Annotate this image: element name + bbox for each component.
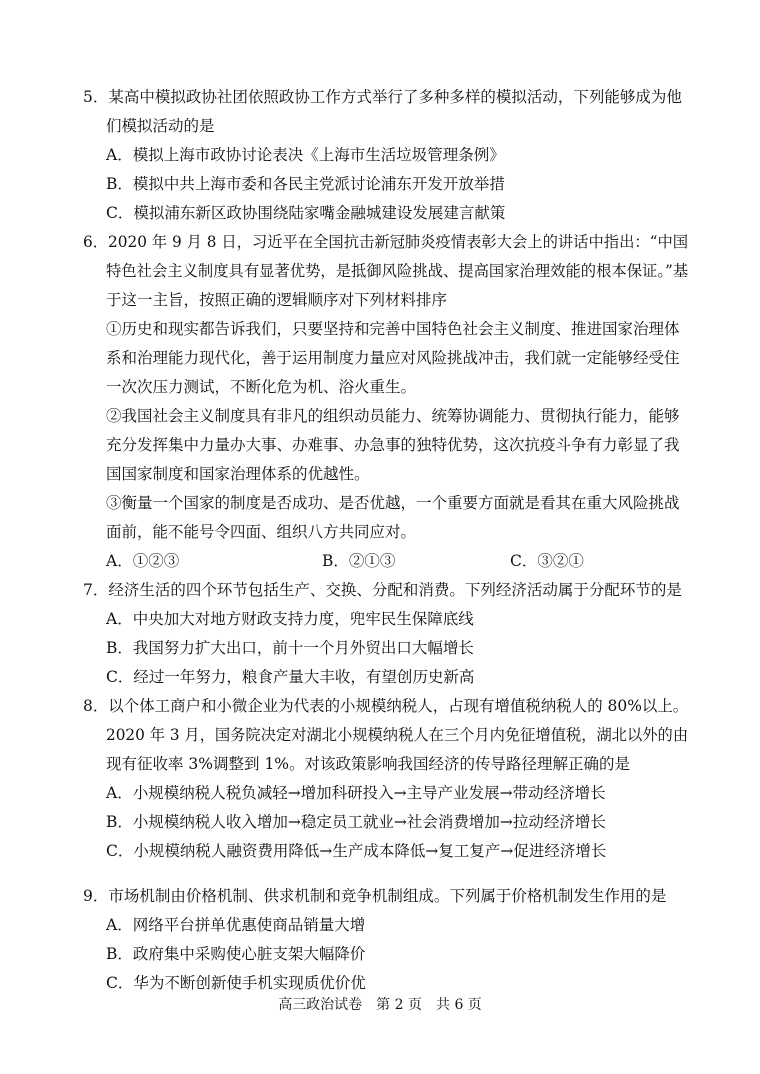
- question-8-stem-line-1: 8．以个体工商户和小微企业为代表的小规模纳税人，占现有增值税纳税人的 80%以上。: [83, 697, 689, 715]
- question-6-stem-line-3: 于这一主旨，按照正确的逻辑顺序对下列材料排序: [106, 291, 448, 309]
- question-6-material-2-line-2: 充分发挥集中力量办大事、办难事、办急事的独特优势，这次抗疫斗争有力彰显了我: [106, 436, 680, 454]
- question-8-option-b: B．小规模纳税人收入增加→稳定员工就业→社会消费增加→拉动经济增长: [106, 813, 606, 831]
- question-8-option-a: A．小规模纳税人税负减轻→增加科研投入→主导产业发展→带动经济增长: [106, 784, 606, 802]
- question-7-stem-line-1: 7．经济生活的四个环节包括生产、交换、分配和消费。下列经济活动属于分配环节的是: [83, 581, 682, 599]
- question-9-option-b: B．政府集中采购使心脏支架大幅降价: [106, 945, 366, 963]
- question-7-option-c: C．经过一年努力，粮食产量大丰收，有望创历史新高: [106, 668, 475, 686]
- question-5-stem-line-1: 5．某高中模拟政协社团依照政协工作方式举行了多种多样的模拟活动，下列能够成为他: [83, 88, 682, 106]
- question-5-option-c: C．模拟浦东新区政协围绕陆家嘴金融城建设发展建言献策: [106, 204, 506, 222]
- question-5-option-a: A．模拟上海市政协讨论表决《上海市生活垃圾管理条例》: [106, 146, 505, 164]
- question-6-material-3-line-2: 面前，能不能号令四面、组织八方共同应对。: [106, 523, 417, 541]
- question-7-option-a: A．中央加大对地方财政支持力度，兜牢民生保障底线: [106, 610, 474, 628]
- question-9-stem-line-1: 9．市场机制由价格机制、供求机制和竞争机制组成。下列属于价格机制发生作用的是: [83, 887, 667, 905]
- question-7-option-b: B．我国努力扩大出口，前十一个月外贸出口大幅增长: [106, 639, 474, 657]
- question-6-material-1-line-2: 系和治理能力现代化，善于运用制度力量应对风险挑战冲击，我们就一定能够经受住: [106, 349, 680, 367]
- question-6-material-3-line-1: ③衡量一个国家的制度是否成功、是否优越，一个重要方面就是看其在重大风险挑战: [106, 494, 680, 512]
- question-6-option-c: C．③②①: [510, 552, 584, 570]
- question-5-option-b: B．模拟中共上海市委和各民主党派讨论浦东开发开放举措: [106, 175, 505, 193]
- question-9-option-c: C．华为不断创新使手机实现质优价优: [106, 974, 366, 992]
- question-6-material-2-line-1: ②我国社会主义制度具有非凡的组织动员能力、统筹协调能力、贯彻执行能力，能够: [106, 407, 680, 425]
- question-6-stem-line-1: 6．2020 年 9 月 8 日，习近平在全国抗击新冠肺炎疫情表彰大会上的讲话中指出：“中国: [83, 233, 689, 251]
- question-8-option-c: C．小规模纳税人融资费用降低→生产成本降低→复工复产→促进经济增长: [106, 842, 607, 860]
- question-5-stem-line-2: 们模拟活动的是: [106, 117, 215, 135]
- question-6-material-1-line-1: ①历史和现实都告诉我们，只要坚持和完善中国特色社会主义制度、推进国家治理体: [106, 320, 680, 338]
- question-8-stem-line-3: 现有征收率 3%调整到 1%。对该政策影响我国经济的传导路径理解正确的是: [106, 755, 631, 773]
- question-6-option-a: A．①②③: [106, 552, 180, 570]
- page-footer: 高三政治试卷 第 2 页 共 6 页: [278, 997, 482, 1013]
- question-6-material-1-line-3: 一次次压力测试，不断化危为机、浴火重生。: [106, 378, 417, 396]
- question-9-option-a: A．网络平台拼单优惠使商品销量大增: [106, 916, 366, 934]
- question-6-option-b: B．②①③: [322, 552, 396, 570]
- question-8-stem-line-2: 2020 年 3 月，国务院决定对湖北小规模纳税人在三个月内免征增值税，湖北以外的由: [106, 726, 689, 744]
- question-6-stem-line-2: 特色社会主义制度具有显著优势，是抵御风险挑战、提高国家治理效能的根本保证。”基: [106, 262, 689, 280]
- question-6-material-2-line-3: 国国家制度和国家治理体系的优越性。: [106, 465, 370, 483]
